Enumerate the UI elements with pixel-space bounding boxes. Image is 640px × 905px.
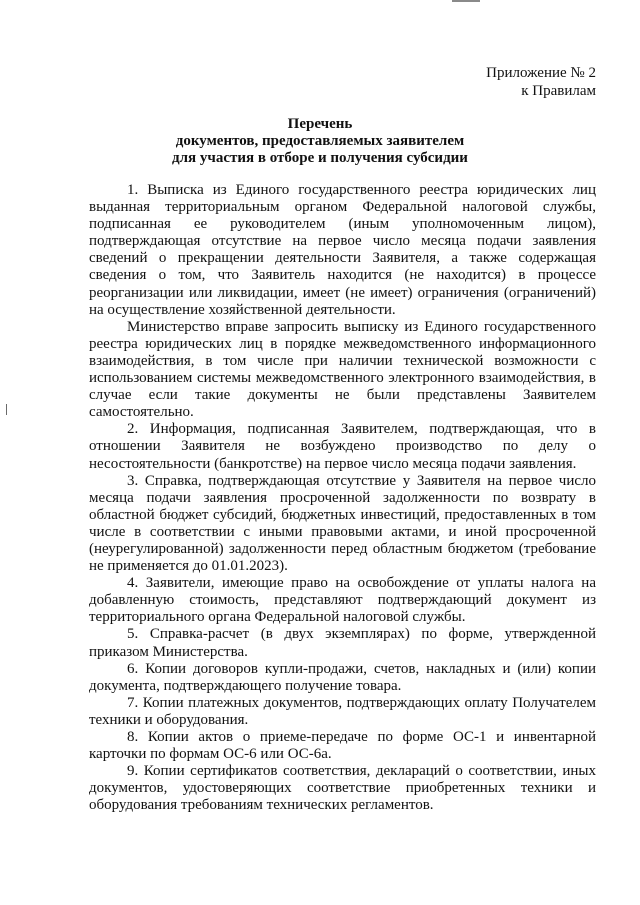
paragraph-item-8: 8. Копии актов о приеме-передаче по форме ОС-1 и инвентарной карточки по формам ОС-6 или ОС-6а. <box>89 729 596 763</box>
paragraph-item-3: 3. Справка, подтверждающая отсутствие у Заявителя на первое число месяца подачи заявления просроченной задолженности по возврату в областной бюджет субсидий, бюджетных инвестиций, предоставленных в том числе в соответствии с иными правовыми актами, и иной просроченной (неурегулированной) задолженности перед областным бюджетом (требование не применяется до 01.01.2023). <box>89 472 596 575</box>
paragraph-ministry-request: Министерство вправе запросить выписку из Единого государственного реестра юридических лиц в порядке межведомственного информационного взаимодействия, в том числе при наличии технической возможности с использованием системы межведомственного электронного взаимодействия, в случае если такие документы не были представлены Заявителем самостоятельно. <box>89 318 596 421</box>
appendix-to-rules: к Правилам <box>521 83 596 99</box>
title-line-3: для участия в отборе и получения субсидии <box>172 150 468 166</box>
paragraph-item-5: 5. Справка-расчет (в двух экземплярах) по форме, утвержденной приказом Министерства. <box>89 626 596 660</box>
paragraph-item-9: 9. Копии сертификатов соответствия, деклараций о соответствии, иных документов, удостоверяющих соответствие приобретенных техники и оборудования требованиям технических регламентов. <box>89 763 596 814</box>
appendix-reference <box>486 64 596 100</box>
title-line-2: документов, предоставляемых заявителем <box>175 133 465 149</box>
scan-mark <box>452 0 480 2</box>
title-line-1: Перечень <box>287 116 353 132</box>
paragraph-item-2: 2. Информация, подписанная Заявителем, подтверждающая, что в отношении Заявителя не возбуждено производство по делу о несостоятельности (банкротстве) на первое число месяца подачи заявления. <box>89 421 596 472</box>
document-body <box>89 182 596 814</box>
paragraph-item-1: 1. Выписка из Единого государственного реестра юридических лиц выданная территориальным органом Федеральной налоговой службы, подписанная ее руководителем (иным уполномоченным лицом), подтверждающая отсутствие на первое число месяца подачи заявления сведений о прекращении деятельности Заявителя, а также содержащая сведения о том, что Заявитель находится (не находится) в процессе реорганизации или ликвидации, имеет (не имеет) ограничения (ограничений) на осуществление хозяйственной деятельности. <box>89 182 596 318</box>
document-title <box>0 116 640 167</box>
paragraph-item-4: 4. Заявители, имеющие право на освобождение от уплаты налога на добавленную стоимость, представляют подтверждающий документ из территориального органа Федеральной налоговой службы. <box>89 575 596 626</box>
paragraph-item-7: 7. Копии платежных документов, подтверждающих оплату Получателем техники и оборудования. <box>89 694 596 728</box>
paragraph-item-6: 6. Копии договоров купли-продажи, счетов, накладных и (или) копии документа, подтверждающего получение товара. <box>89 660 596 694</box>
scan-edge-mark <box>6 404 7 415</box>
appendix-number: Приложение № 2 <box>486 65 596 81</box>
